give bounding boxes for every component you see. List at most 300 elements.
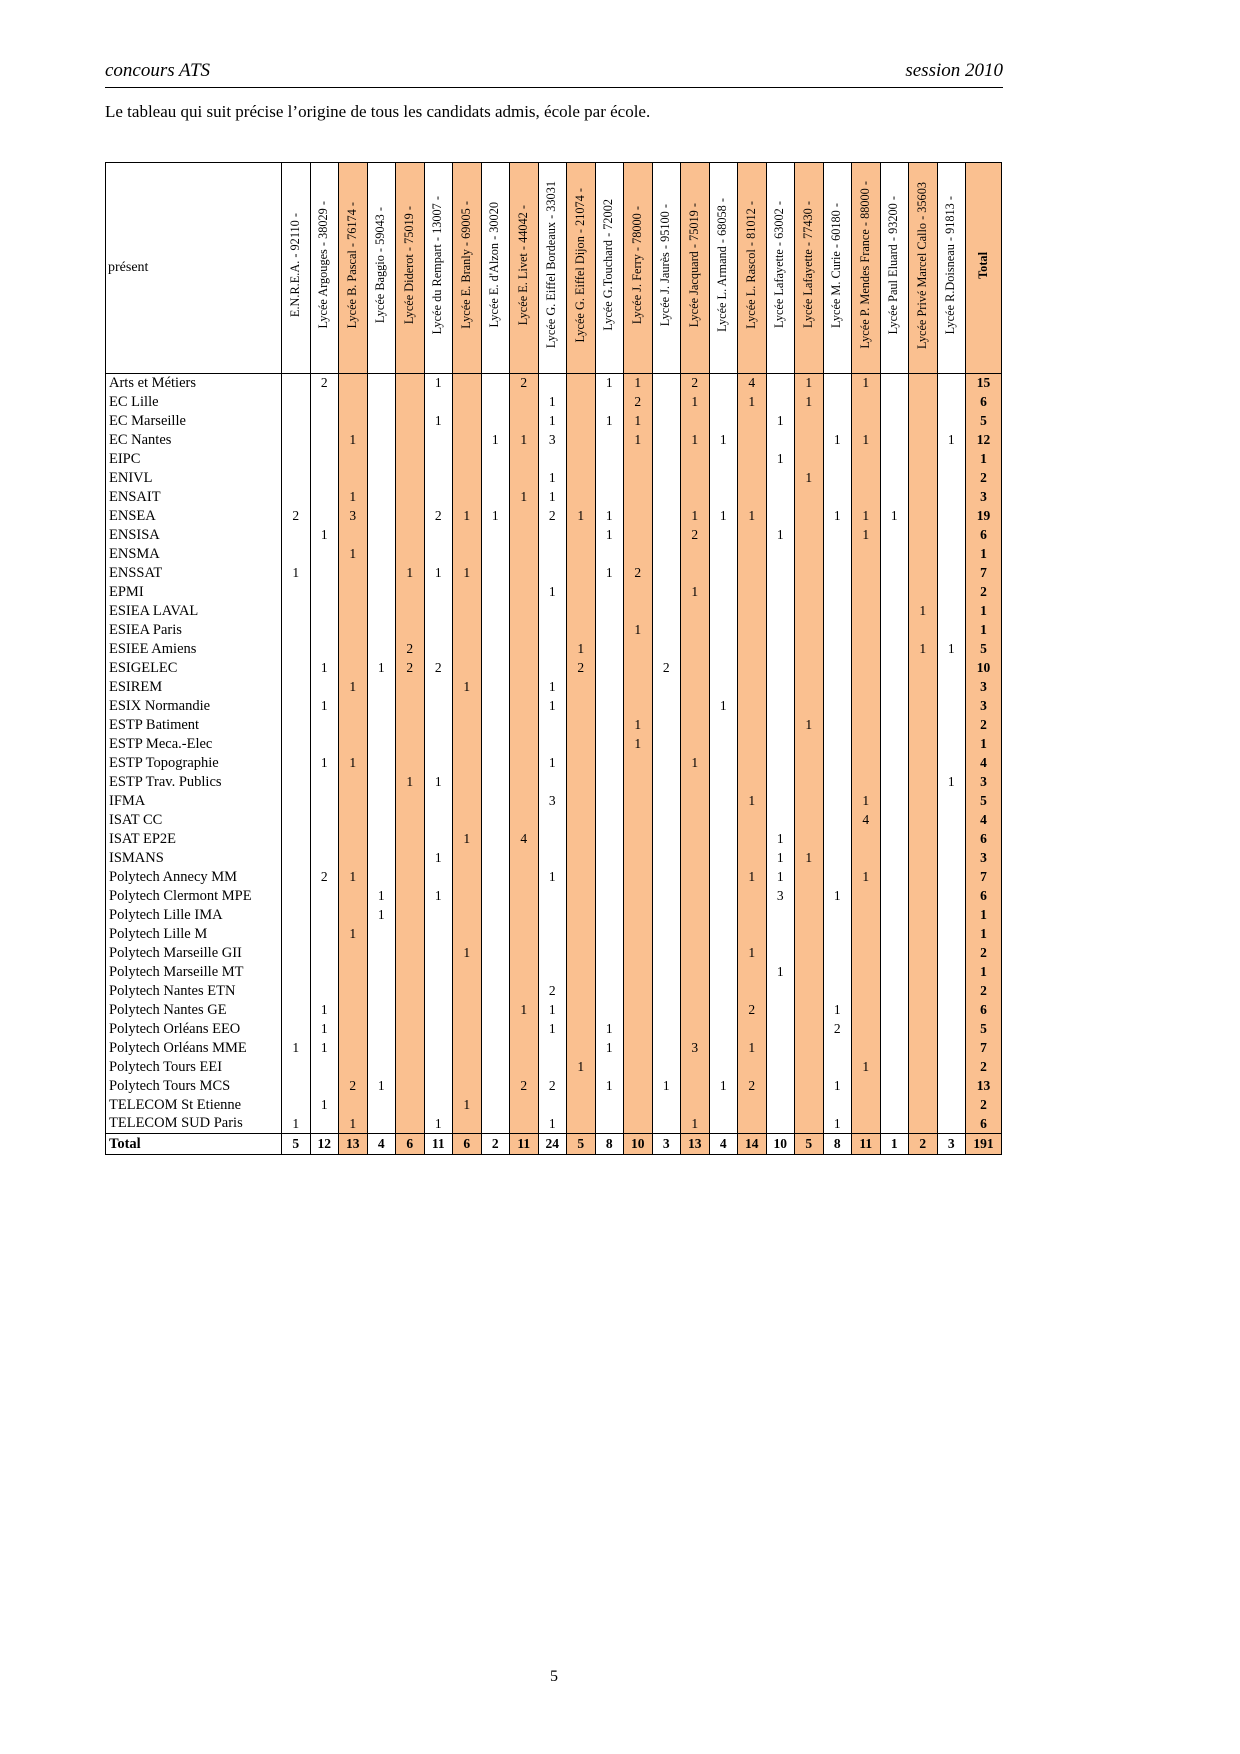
count-cell [595, 1058, 624, 1077]
count-cell [282, 431, 311, 450]
count-cell [681, 412, 710, 431]
count-cell: 1 [424, 374, 453, 393]
count-cell [453, 716, 482, 735]
count-cell [339, 773, 368, 792]
count-cell [396, 963, 425, 982]
count-cell [310, 773, 339, 792]
row-total-cell: 4 [966, 811, 1002, 830]
count-cell [396, 697, 425, 716]
table-row [106, 1096, 1002, 1115]
count-cell [795, 887, 824, 906]
count-cell [595, 678, 624, 697]
count-cell [624, 868, 653, 887]
count-cell [481, 602, 510, 621]
count-cell [880, 982, 909, 1001]
column-header-label: Lycée Lafayette - 63002 - [772, 201, 787, 329]
count-cell [823, 602, 852, 621]
count-cell [766, 659, 795, 678]
count-cell [367, 450, 396, 469]
count-cell [538, 602, 567, 621]
count-cell [595, 792, 624, 811]
row-label: ESIX Normandie [106, 697, 282, 716]
count-cell [823, 735, 852, 754]
column-header-1 [282, 163, 311, 374]
count-cell [937, 1039, 966, 1058]
count-cell [538, 564, 567, 583]
count-cell [481, 450, 510, 469]
count-cell [424, 450, 453, 469]
count-cell [652, 640, 681, 659]
count-cell [681, 1001, 710, 1020]
count-cell: 1 [709, 507, 738, 526]
count-cell [510, 526, 539, 545]
count-cell [367, 1058, 396, 1077]
count-cell [909, 963, 938, 982]
count-cell: 1 [510, 431, 539, 450]
count-cell: 1 [852, 507, 881, 526]
count-cell [595, 754, 624, 773]
count-cell [595, 1115, 624, 1134]
count-cell [538, 450, 567, 469]
column-header-24 [937, 163, 966, 374]
count-cell [282, 678, 311, 697]
count-cell: 1 [766, 868, 795, 887]
count-cell: 3 [766, 887, 795, 906]
count-cell [339, 830, 368, 849]
count-cell: 1 [367, 1077, 396, 1096]
count-cell [595, 944, 624, 963]
count-cell [339, 944, 368, 963]
count-cell: 1 [624, 431, 653, 450]
count-cell: 1 [339, 754, 368, 773]
count-cell [453, 1039, 482, 1058]
count-cell: 2 [510, 374, 539, 393]
row-total-cell: 5 [966, 640, 1002, 659]
count-cell [396, 621, 425, 640]
row-label: ESTP Meca.-Elec [106, 735, 282, 754]
count-cell: 1 [852, 526, 881, 545]
count-cell [481, 906, 510, 925]
count-cell [852, 849, 881, 868]
count-cell [937, 374, 966, 393]
count-cell [909, 868, 938, 887]
count-cell [481, 583, 510, 602]
row-label: Polytech Nantes GE [106, 1001, 282, 1020]
count-cell [282, 963, 311, 982]
count-cell [652, 1039, 681, 1058]
count-cell [709, 735, 738, 754]
count-cell [510, 754, 539, 773]
column-header-label: Lycée P. Mendes France - 88000 - [857, 181, 872, 349]
count-cell [453, 1058, 482, 1077]
column-header-label: E.N.R.E.A. - 92110 - [287, 212, 302, 318]
count-cell [937, 488, 966, 507]
count-cell: 1 [823, 1115, 852, 1134]
row-total-cell: 3 [966, 697, 1002, 716]
table-row [106, 944, 1002, 963]
count-cell [738, 773, 767, 792]
count-cell [937, 811, 966, 830]
count-cell [567, 792, 596, 811]
column-header-label: Lycée M. Curie - 60180 - [829, 202, 844, 328]
count-cell [396, 583, 425, 602]
count-cell [909, 773, 938, 792]
count-cell [880, 450, 909, 469]
count-cell [880, 735, 909, 754]
count-cell [795, 640, 824, 659]
count-cell: 1 [823, 431, 852, 450]
count-cell: 1 [396, 773, 425, 792]
count-cell: 1 [424, 773, 453, 792]
count-cell [909, 374, 938, 393]
count-cell [795, 602, 824, 621]
count-cell: 1 [823, 1077, 852, 1096]
count-cell [567, 735, 596, 754]
count-cell [282, 925, 311, 944]
count-cell [709, 963, 738, 982]
count-cell [367, 925, 396, 944]
count-cell: 1 [339, 431, 368, 450]
count-cell [852, 621, 881, 640]
count-cell [652, 450, 681, 469]
column-header-label: Lycée Argouges - 38029 - [316, 201, 331, 329]
count-cell: 2 [738, 1077, 767, 1096]
count-cell [396, 1001, 425, 1020]
count-cell [510, 716, 539, 735]
count-cell [367, 773, 396, 792]
count-cell [424, 469, 453, 488]
count-cell [709, 944, 738, 963]
count-cell [766, 1077, 795, 1096]
count-cell [567, 1077, 596, 1096]
count-cell [823, 944, 852, 963]
count-cell [880, 1020, 909, 1039]
count-cell: 2 [538, 1077, 567, 1096]
count-cell [339, 450, 368, 469]
column-header-2 [310, 163, 339, 374]
count-cell [823, 450, 852, 469]
count-cell [795, 925, 824, 944]
column-header-label: Lycée E. Livet - 44042 - [515, 204, 530, 326]
count-cell [766, 431, 795, 450]
count-cell: 1 [795, 374, 824, 393]
row-label: ESTP Topographie [106, 754, 282, 773]
count-cell [624, 1058, 653, 1077]
count-cell [937, 887, 966, 906]
column-header-17 [738, 163, 767, 374]
count-cell [709, 982, 738, 1001]
count-cell [852, 659, 881, 678]
count-cell [766, 1058, 795, 1077]
count-cell [652, 697, 681, 716]
count-cell [738, 450, 767, 469]
count-cell: 2 [310, 374, 339, 393]
count-cell [880, 431, 909, 450]
count-cell [738, 678, 767, 697]
column-header-18 [766, 163, 795, 374]
count-cell [766, 507, 795, 526]
count-cell [823, 1096, 852, 1115]
count-cell [453, 906, 482, 925]
count-cell: 4 [367, 1134, 396, 1155]
count-cell [795, 773, 824, 792]
table-row [106, 507, 1002, 526]
count-cell [481, 1039, 510, 1058]
count-cell [909, 488, 938, 507]
count-cell [766, 621, 795, 640]
count-cell [453, 773, 482, 792]
count-cell [396, 1077, 425, 1096]
count-cell [481, 564, 510, 583]
count-cell [396, 450, 425, 469]
count-cell [310, 640, 339, 659]
count-cell [909, 1039, 938, 1058]
count-cell [624, 773, 653, 792]
count-cell [396, 1096, 425, 1115]
count-cell [909, 1001, 938, 1020]
count-cell [909, 925, 938, 944]
count-cell: 1 [453, 830, 482, 849]
count-cell [424, 1058, 453, 1077]
count-cell [823, 412, 852, 431]
count-cell [852, 1096, 881, 1115]
count-cell: 1 [339, 925, 368, 944]
count-cell: 2 [481, 1134, 510, 1155]
count-cell: 1 [538, 868, 567, 887]
count-cell [424, 678, 453, 697]
count-cell [937, 697, 966, 716]
count-cell [823, 488, 852, 507]
count-cell: 1 [595, 526, 624, 545]
count-cell [624, 982, 653, 1001]
count-cell [481, 1096, 510, 1115]
row-total-cell: 6 [966, 526, 1002, 545]
count-cell [310, 906, 339, 925]
table-row [106, 830, 1002, 849]
count-cell [567, 811, 596, 830]
column-header-label: Lycée E. d'Alzon - 30020 [487, 202, 502, 328]
count-cell: 1 [937, 431, 966, 450]
count-cell [823, 545, 852, 564]
count-cell [453, 545, 482, 564]
count-cell [595, 545, 624, 564]
count-cell [880, 393, 909, 412]
count-cell [282, 602, 311, 621]
column-header-14 [652, 163, 681, 374]
count-cell: 1 [937, 773, 966, 792]
count-cell [880, 773, 909, 792]
count-cell [481, 944, 510, 963]
table-row [106, 925, 1002, 944]
count-cell [538, 621, 567, 640]
count-cell [510, 640, 539, 659]
count-cell [681, 678, 710, 697]
count-cell: 2 [396, 659, 425, 678]
count-cell [595, 716, 624, 735]
count-cell [595, 773, 624, 792]
count-cell [510, 659, 539, 678]
count-cell [510, 735, 539, 754]
count-cell [481, 678, 510, 697]
count-cell [681, 450, 710, 469]
count-cell: 1 [424, 564, 453, 583]
count-cell: 2 [310, 868, 339, 887]
count-cell [282, 735, 311, 754]
count-cell: 4 [852, 811, 881, 830]
count-cell [595, 887, 624, 906]
count-cell [795, 659, 824, 678]
row-total-cell: 6 [966, 830, 1002, 849]
count-cell [396, 830, 425, 849]
table-row [106, 1058, 1002, 1077]
count-cell [795, 583, 824, 602]
count-cell [937, 925, 966, 944]
count-cell [880, 697, 909, 716]
count-cell [424, 1039, 453, 1058]
count-cell [282, 374, 311, 393]
count-cell [567, 982, 596, 1001]
count-cell [937, 830, 966, 849]
count-cell [652, 431, 681, 450]
count-cell [766, 1001, 795, 1020]
count-cell [310, 925, 339, 944]
table-row [106, 887, 1002, 906]
count-cell [310, 469, 339, 488]
count-cell [709, 887, 738, 906]
count-cell [852, 982, 881, 1001]
count-cell [396, 469, 425, 488]
count-cell [624, 754, 653, 773]
count-cell [909, 431, 938, 450]
count-cell: 1 [738, 792, 767, 811]
count-cell [795, 792, 824, 811]
column-header-label: Lycée Paul Eluard - 93200 - [886, 195, 901, 335]
count-cell [510, 868, 539, 887]
count-cell [396, 944, 425, 963]
count-cell [538, 906, 567, 925]
row-total-cell: 1 [966, 906, 1002, 925]
count-cell [709, 678, 738, 697]
count-cell [766, 393, 795, 412]
row-label: ISAT CC [106, 811, 282, 830]
count-cell [595, 830, 624, 849]
count-cell [567, 868, 596, 887]
count-cell [396, 906, 425, 925]
count-cell [766, 754, 795, 773]
count-cell [681, 735, 710, 754]
count-cell [937, 792, 966, 811]
count-cell: 1 [481, 507, 510, 526]
count-cell [766, 811, 795, 830]
count-cell [823, 982, 852, 1001]
count-cell [652, 602, 681, 621]
count-cell [852, 830, 881, 849]
count-cell [396, 849, 425, 868]
count-cell [681, 1077, 710, 1096]
column-header-label: Lycée Jacquard - 75019 - [686, 202, 701, 328]
count-cell [937, 621, 966, 640]
count-cell [823, 754, 852, 773]
count-cell [339, 887, 368, 906]
count-cell: 11 [424, 1134, 453, 1155]
count-cell [396, 545, 425, 564]
count-cell [453, 811, 482, 830]
count-cell [595, 640, 624, 659]
count-cell [652, 374, 681, 393]
column-header-label: Lycée G. Eiffel Bordeaux - 33031 [544, 181, 559, 349]
count-cell: 12 [310, 1134, 339, 1155]
count-cell [396, 887, 425, 906]
count-cell [310, 811, 339, 830]
count-cell [624, 488, 653, 507]
count-cell [282, 583, 311, 602]
count-cell [624, 830, 653, 849]
count-cell [652, 507, 681, 526]
count-cell [624, 849, 653, 868]
count-cell [909, 659, 938, 678]
total-row-label: Total [106, 1134, 282, 1155]
count-cell [738, 963, 767, 982]
count-cell [424, 735, 453, 754]
count-cell [453, 602, 482, 621]
count-cell [909, 1115, 938, 1134]
count-cell [795, 735, 824, 754]
count-cell [282, 887, 311, 906]
count-cell [453, 868, 482, 887]
row-label: Polytech Nantes ETN [106, 982, 282, 1001]
count-cell [595, 982, 624, 1001]
count-cell [481, 716, 510, 735]
count-cell: 10 [624, 1134, 653, 1155]
count-cell [396, 811, 425, 830]
count-cell [880, 925, 909, 944]
table-row [106, 1020, 1002, 1039]
count-cell [624, 811, 653, 830]
count-cell [367, 678, 396, 697]
column-header-label: Lycée J. Jaurès - 95100 - [658, 203, 673, 327]
count-cell [795, 1096, 824, 1115]
table-row [106, 412, 1002, 431]
count-cell [339, 963, 368, 982]
count-cell [453, 659, 482, 678]
count-cell: 5 [795, 1134, 824, 1155]
count-cell: 1 [766, 963, 795, 982]
count-cell [595, 697, 624, 716]
count-cell [310, 1077, 339, 1096]
count-cell [624, 697, 653, 716]
count-cell [823, 469, 852, 488]
count-cell [738, 545, 767, 564]
count-cell [567, 526, 596, 545]
column-header-20 [823, 163, 852, 374]
count-cell [510, 906, 539, 925]
count-cell [339, 811, 368, 830]
count-cell [709, 450, 738, 469]
count-cell: 1 [709, 431, 738, 450]
count-cell [453, 1020, 482, 1039]
count-cell [624, 545, 653, 564]
count-cell [709, 564, 738, 583]
count-cell [396, 602, 425, 621]
count-cell [367, 849, 396, 868]
count-cell [453, 412, 482, 431]
total-row [106, 1134, 1002, 1155]
count-cell [567, 431, 596, 450]
row-total-cell: 7 [966, 868, 1002, 887]
count-cell [453, 488, 482, 507]
row-label: Polytech Orléans MME [106, 1039, 282, 1058]
count-cell [624, 1096, 653, 1115]
